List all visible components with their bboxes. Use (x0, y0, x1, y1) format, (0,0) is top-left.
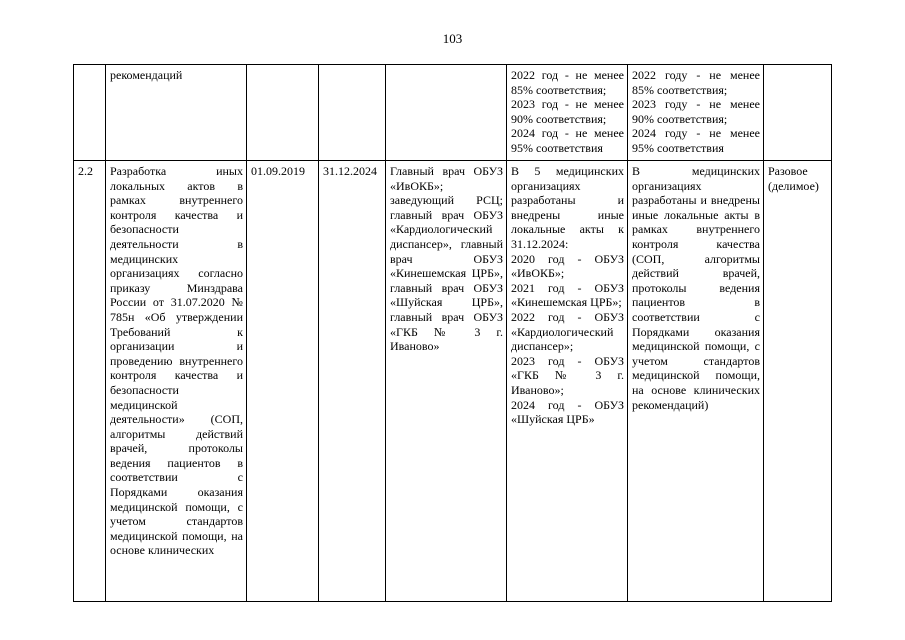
cell-type: Разовое (делимое) (764, 161, 832, 602)
cell-action: рекомендаций (106, 65, 247, 161)
cell-end-date: 31.12.2024 (319, 161, 386, 602)
cell-indicator: В 5 медицинских организациях разработаны и внедрены иные локальные акты к 31.12.2024: 2020 год - ОБУЗ «ИвОКБ»; 2021 год - ОБУЗ «Кинешемская ЦРБ»; 2022 год - ОБУЗ «Кардиологический диспансер»; 2023 год - ОБУЗ «ГКБ № 3 г. Иваново»; 2024 год - ОБУЗ «Шуйская ЦРБ» (507, 161, 628, 602)
measures-table (73, 64, 832, 602)
cell-responsible: Главный врач ОБУЗ «ИвОКБ»; заведующий РСЦ; главный врач ОБУЗ «Кардиологический диспансер», главный врач ОБУЗ «Кинешемская ЦРБ», главный врач ОБУЗ «Шуйская ЦРБ», главный врач ОБУЗ «ГКБ № 3 г. Иваново» (386, 161, 507, 602)
cell-indicator: 2022 год - не менее 85% соответствия; 2023 год - не менее 90% соответствия; 2024 год - не менее 95% соответствия (507, 65, 628, 161)
cell-result: В медицинских организациях разработаны и внедрены иные локальные акты в рамках внутреннего контроля качества (СОП, алгоритмы действий врачей, протоколы ведения пациентов в соответствии с Порядками оказания медицинской помощи, с учетом стандартов медицинской помощи, на основе клинических рекомендаций) (628, 161, 764, 602)
cell-start-date (247, 65, 319, 161)
cell-action: Разработка иных локальных актов в рамках внутреннего контроля качества и безопасности деятельности в медицинских организациях согласно приказу Минздрава России от 31.07.2020 № 785н «Об утверждении Требований к организации и проведению внутреннего контроля качества и безопасности медицинской деятельности» (СОП, алгоритмы действий врачей, протоколы ведения пациентов в соответствии с Порядками оказания медицинской помощи, с учетом стандартов медицинской помощи, на основе клинических (106, 161, 247, 602)
table-row (74, 65, 832, 161)
cell-start-date: 01.09.2019 (247, 161, 319, 602)
table-row (74, 161, 832, 602)
cell-responsible (386, 65, 507, 161)
cell-result: 2022 году - не менее 85% соответствия; 2023 году - не менее 90% соответствия; 2024 году - не менее 95% соответствия (628, 65, 764, 161)
cell-number: 2.2 (74, 161, 106, 602)
cell-type (764, 65, 832, 161)
cell-number (74, 65, 106, 161)
cell-end-date (319, 65, 386, 161)
page-number: 103 (442, 31, 463, 46)
